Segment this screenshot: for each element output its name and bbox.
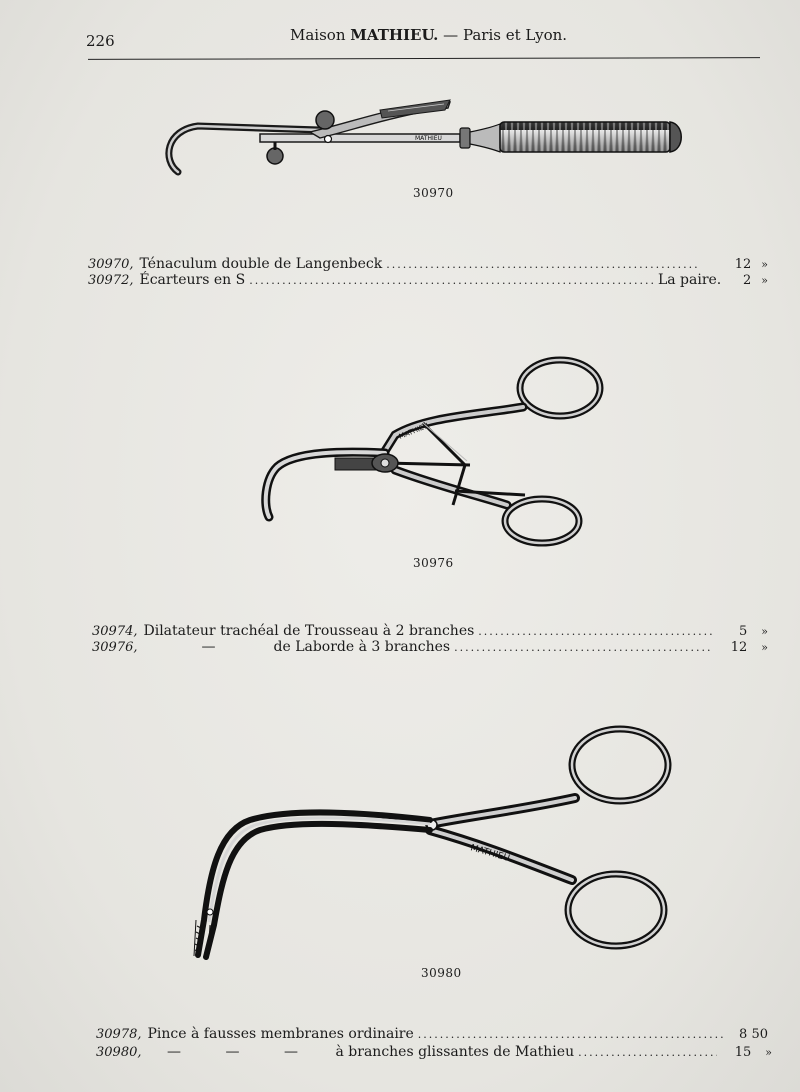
catalog-entry	[88, 256, 768, 272]
forceps-engraving: MATHIEU	[469, 843, 511, 865]
entry-name: Dilatateur trachéal de Trousseau à 2 branches	[143, 623, 475, 639]
entry-currency: »	[765, 1046, 772, 1059]
entry-code: 30976,	[92, 640, 138, 655]
entry-code: 30980,	[96, 1045, 142, 1060]
entry-code: 30972,	[88, 273, 134, 288]
entry-price: 15	[734, 1045, 752, 1060]
house-prefix: Maison	[290, 26, 351, 44]
membrane-forceps-illustration	[180, 720, 680, 965]
entry-currency: »	[761, 641, 768, 654]
entry-name: à branches glissantes de Mathieu	[335, 1044, 575, 1060]
ditto-dash: — — —	[166, 1044, 298, 1060]
dilator-engraving: MATHIEU	[397, 421, 430, 441]
catalog-entry	[96, 1026, 772, 1042]
entry-price: 12	[730, 640, 748, 655]
header-rule	[88, 57, 760, 60]
city-text: — Paris et Lyon.	[438, 26, 568, 44]
entry-unit: La paire.	[657, 272, 722, 288]
tenaculum-illustration	[160, 90, 690, 185]
entry-price: 2	[742, 273, 752, 288]
catalog-entry	[88, 272, 768, 288]
dot-leader	[478, 625, 713, 638]
dot-leader	[454, 641, 713, 654]
dot-leader	[249, 274, 654, 287]
dot-leader	[578, 1046, 717, 1059]
figure-label: 30976	[413, 556, 454, 570]
dot-leader	[418, 1028, 724, 1041]
entry-currency: »	[761, 274, 768, 287]
catalog-entry	[92, 639, 768, 655]
entry-code: 30978,	[96, 1027, 142, 1042]
entry-name: Écarteurs en S	[139, 272, 246, 288]
entry-code: 30970,	[88, 257, 134, 272]
entry-price: 5	[738, 624, 748, 639]
house-brand: MATHIEU.	[350, 26, 439, 44]
figure-label: 30980	[421, 966, 462, 980]
entry-name: de Laborde à 3 branches	[273, 639, 451, 655]
figure-label: 30970	[413, 186, 454, 200]
entry-name: Pince à fausses membranes ordinaire	[147, 1026, 414, 1042]
ditto-dash: —	[201, 639, 216, 655]
entry-price: 12	[734, 257, 752, 272]
entry-currency: »	[761, 258, 768, 271]
entry-price: 8 50	[739, 1027, 768, 1042]
catalog-entry	[92, 623, 768, 639]
tenaculum-engraving: MATHIEU	[415, 135, 442, 142]
entry-currency: »	[761, 625, 768, 638]
page-header	[290, 26, 567, 44]
entry-code: 30974,	[92, 624, 138, 639]
dot-leader	[386, 258, 697, 271]
page-number: 226	[86, 32, 115, 50]
catalog-entry	[96, 1044, 772, 1060]
entry-name: Ténaculum double de Langenbeck	[139, 256, 383, 272]
tracheal-dilator-illustration	[255, 355, 615, 555]
